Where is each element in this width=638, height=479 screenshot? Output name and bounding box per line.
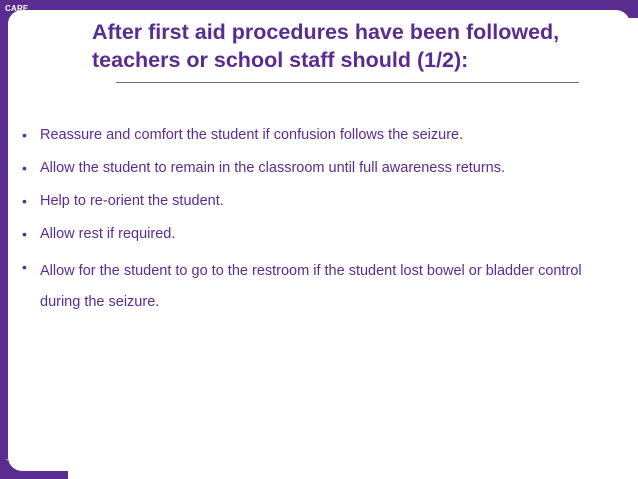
title-divider xyxy=(116,82,579,83)
bullet-text: Allow rest if required. xyxy=(40,226,176,242)
slide-title-line-2: teachers or school staff should (1/2): xyxy=(92,48,469,72)
bullet-text: Allow the student to remain in the classroom until full awareness returns. xyxy=(40,160,506,176)
bullet-icon: • xyxy=(22,127,27,143)
bullet-icon: • xyxy=(22,259,27,275)
bullet-icon: • xyxy=(22,193,27,209)
bullet-item xyxy=(20,124,620,146)
bullet-icon: • xyxy=(22,160,27,176)
bullet-icon: • xyxy=(22,226,27,242)
bullet-item xyxy=(20,157,620,179)
corner-label: CARE xyxy=(5,4,29,13)
slide-title xyxy=(92,18,632,74)
bullet-text: Reassure and comfort the student if confusion follows the seizure. xyxy=(40,127,464,143)
bullet-item xyxy=(20,256,620,318)
page-number: - 28 - xyxy=(6,455,25,464)
bullet-item xyxy=(20,190,620,212)
bullet-list xyxy=(20,124,620,329)
slide-title-line-1: After first aid procedures have been followed, xyxy=(92,20,560,44)
bullet-text: Allow for the student to go to the restroom if the student lost bowel or bladder control during the seizure. xyxy=(40,263,582,310)
bullet-item xyxy=(20,223,620,245)
bullet-text: Help to re-orient the student. xyxy=(40,193,224,209)
